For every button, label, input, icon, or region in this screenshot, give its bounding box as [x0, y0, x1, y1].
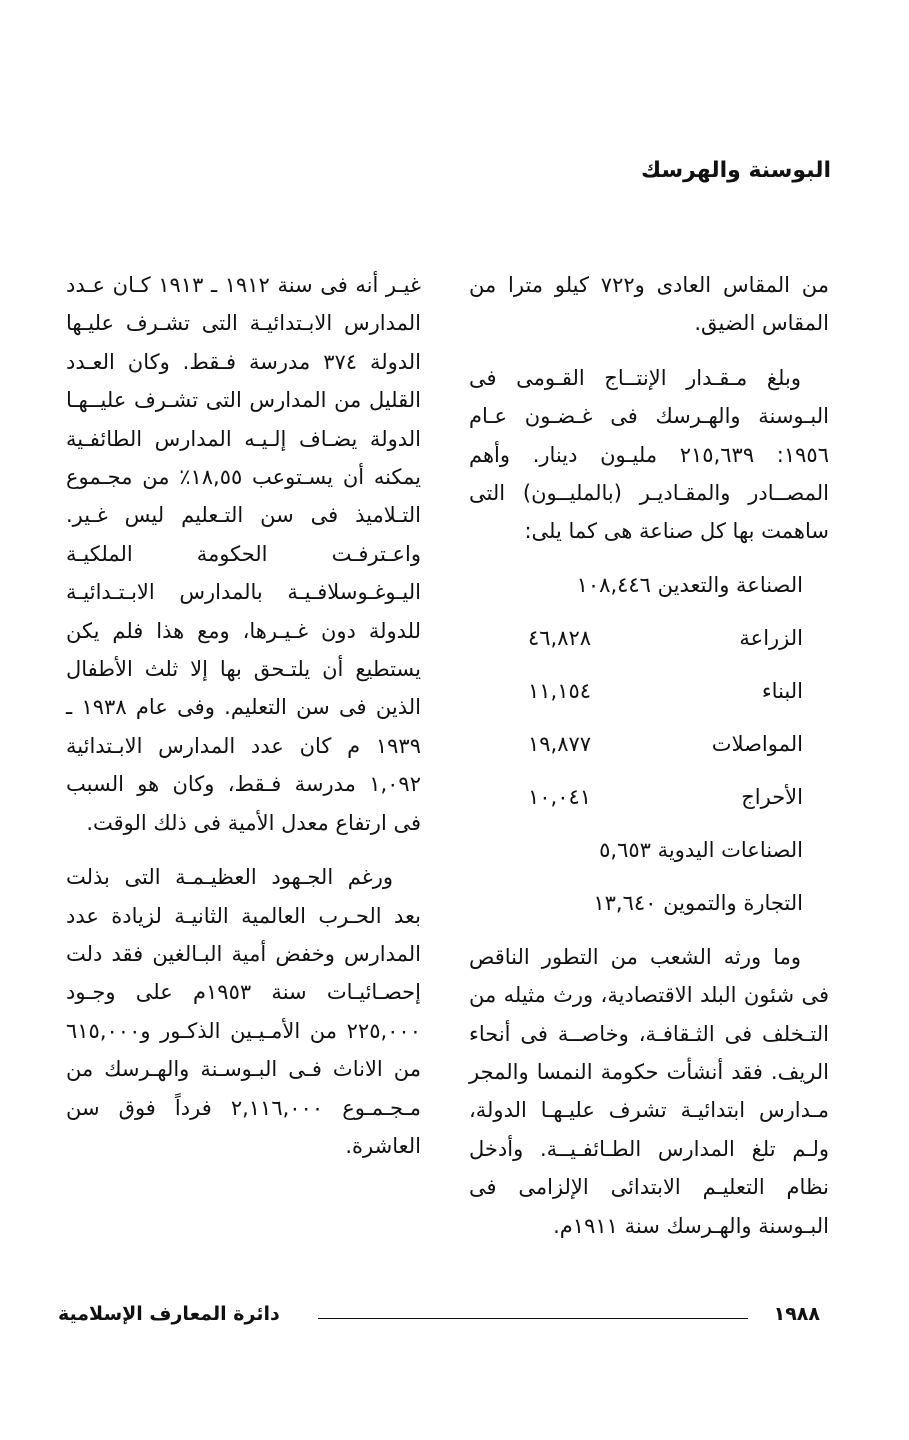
table-row: [528, 718, 803, 771]
running-header: البوسنة والهرسك: [641, 158, 831, 183]
table-value: ٤٦,٨٢٨: [528, 626, 592, 651]
paragraph-track-gauge: من المقاس العادى و٧٢٢ كيلو مترا من المقاس الضيق.: [469, 273, 830, 336]
table-row: [528, 665, 803, 718]
left-column: [66, 266, 421, 1165]
right-column: [469, 266, 829, 1245]
table-value: ١٣,٦٤٠: [593, 891, 657, 916]
table-label: الصناعات اليدوية: [657, 838, 803, 863]
table-label: التجارة والتموين: [663, 891, 803, 916]
table-label: المواصلات: [711, 732, 803, 757]
paragraph-cultural-legacy: وما ورثه الشعب من التطور الناقص فى شئون البلد الاقتصادية، ورث مثيله من التـخلف فى الثـقافـة، وخاصــة فى أنحاء الريف. فقد أنشأت حكومة النمسا والمجر مـدارس ابتدائيـة تشرف عليـهـا الدولة، ولـم تلغ المدارس الطـائفـيــة. وأدخل نظام التعليـم الابتدائى الإلزامى فى البـوسنة والهـرسك سنة ١٩١١م.: [469, 944, 829, 1238]
table-label: الأحراج: [741, 785, 803, 810]
table-row: [528, 771, 803, 824]
paragraph-literacy-efforts: ورغم الجـهود العظيـمـة التى بذلت بعد الحـرب العالمية الثانيـة لزيادة عدد المدارس وخفض أمية البـالغين فقد دلت إحصـائيـات سنة ١٩٥٣م على وجـود ٢٢٥,٠٠٠ من الأمـيـين الذكـور و٦١٥,٠٠٠ من الاناث فـى البـوسـنة والهـرسك من مـجـمـوع ٢,١١٦,٠٠٠ فرداً فوق سن العاشرة.: [66, 865, 421, 1158]
footer-rule: [318, 1318, 748, 1319]
table-row: [528, 824, 803, 877]
production-table: [528, 559, 803, 930]
page-number: ١٩٨٨: [773, 1303, 820, 1325]
table-value: ١٠,٠٤١: [528, 785, 592, 810]
paragraph-national-production: وبلغ مـقـدار الإنتــاج القـومى فى البـوسنة والهـرسك فى غـضـون عـام ١٩٥٦: ٢١٥,٦٣٩ مليـون دينار. وأهم المصــادر والمقـاديـر (بالمليــون) التى ساهمت بها كل صناعة هى كما يلى:: [469, 365, 829, 544]
paragraph-school-counts: غيـر أنه فى سنة ١٩١٢ ـ ١٩١٣ كـان عـدد المدارس الابـتدائيـة التى تشـرف عليـها الدولة ٣٧٤ مدرسة فـقط. وكان العـدد القليل من المدارس التى تشـرف عليــهـا الدولة يضـاف إلـيـه المدارس الطائفـية يمكنه أن يسـتوعب ١٨,٥٥٪ من مجـموع التـلاميذ فى سن التـعليم ليس غـير. واعـترفـت الحكومة الملكيـة اليـوغـوسلافـيـة بالمدارس الابـتـدائيـة للدولة دون غـيـرها، ومع هذا فلم يكن يستطيع أن يلتـحق بها إلا ثلث الأطفال الذين فى سن التعليم. وفى عام ١٩٣٨ ـ ١٩٣٩ م كان عدد المدارس الابـتدائية ١,٠٩٢ مدرسة فـقط، وكان هو السبب فى ارتفاع معدل الأمية فى ذلك الوقت.: [66, 273, 422, 835]
table-label: البناء: [761, 679, 803, 704]
table-label: الصناعة والتعدين: [657, 573, 803, 598]
table-label: الزراعة: [739, 626, 803, 651]
table-value: ١٠٨,٤٤٦: [576, 573, 651, 598]
table-row: [528, 877, 803, 930]
table-value: ١١,١٥٤: [528, 679, 592, 704]
publication-title: دائرة المعارف الإسلامية: [58, 1303, 280, 1325]
table-value: ٥,٦٥٣: [599, 838, 651, 863]
table-row: [528, 559, 803, 612]
table-value: ١٩,٨٧٧: [528, 732, 592, 757]
page-footer: [58, 1303, 820, 1333]
table-row: [528, 612, 803, 665]
